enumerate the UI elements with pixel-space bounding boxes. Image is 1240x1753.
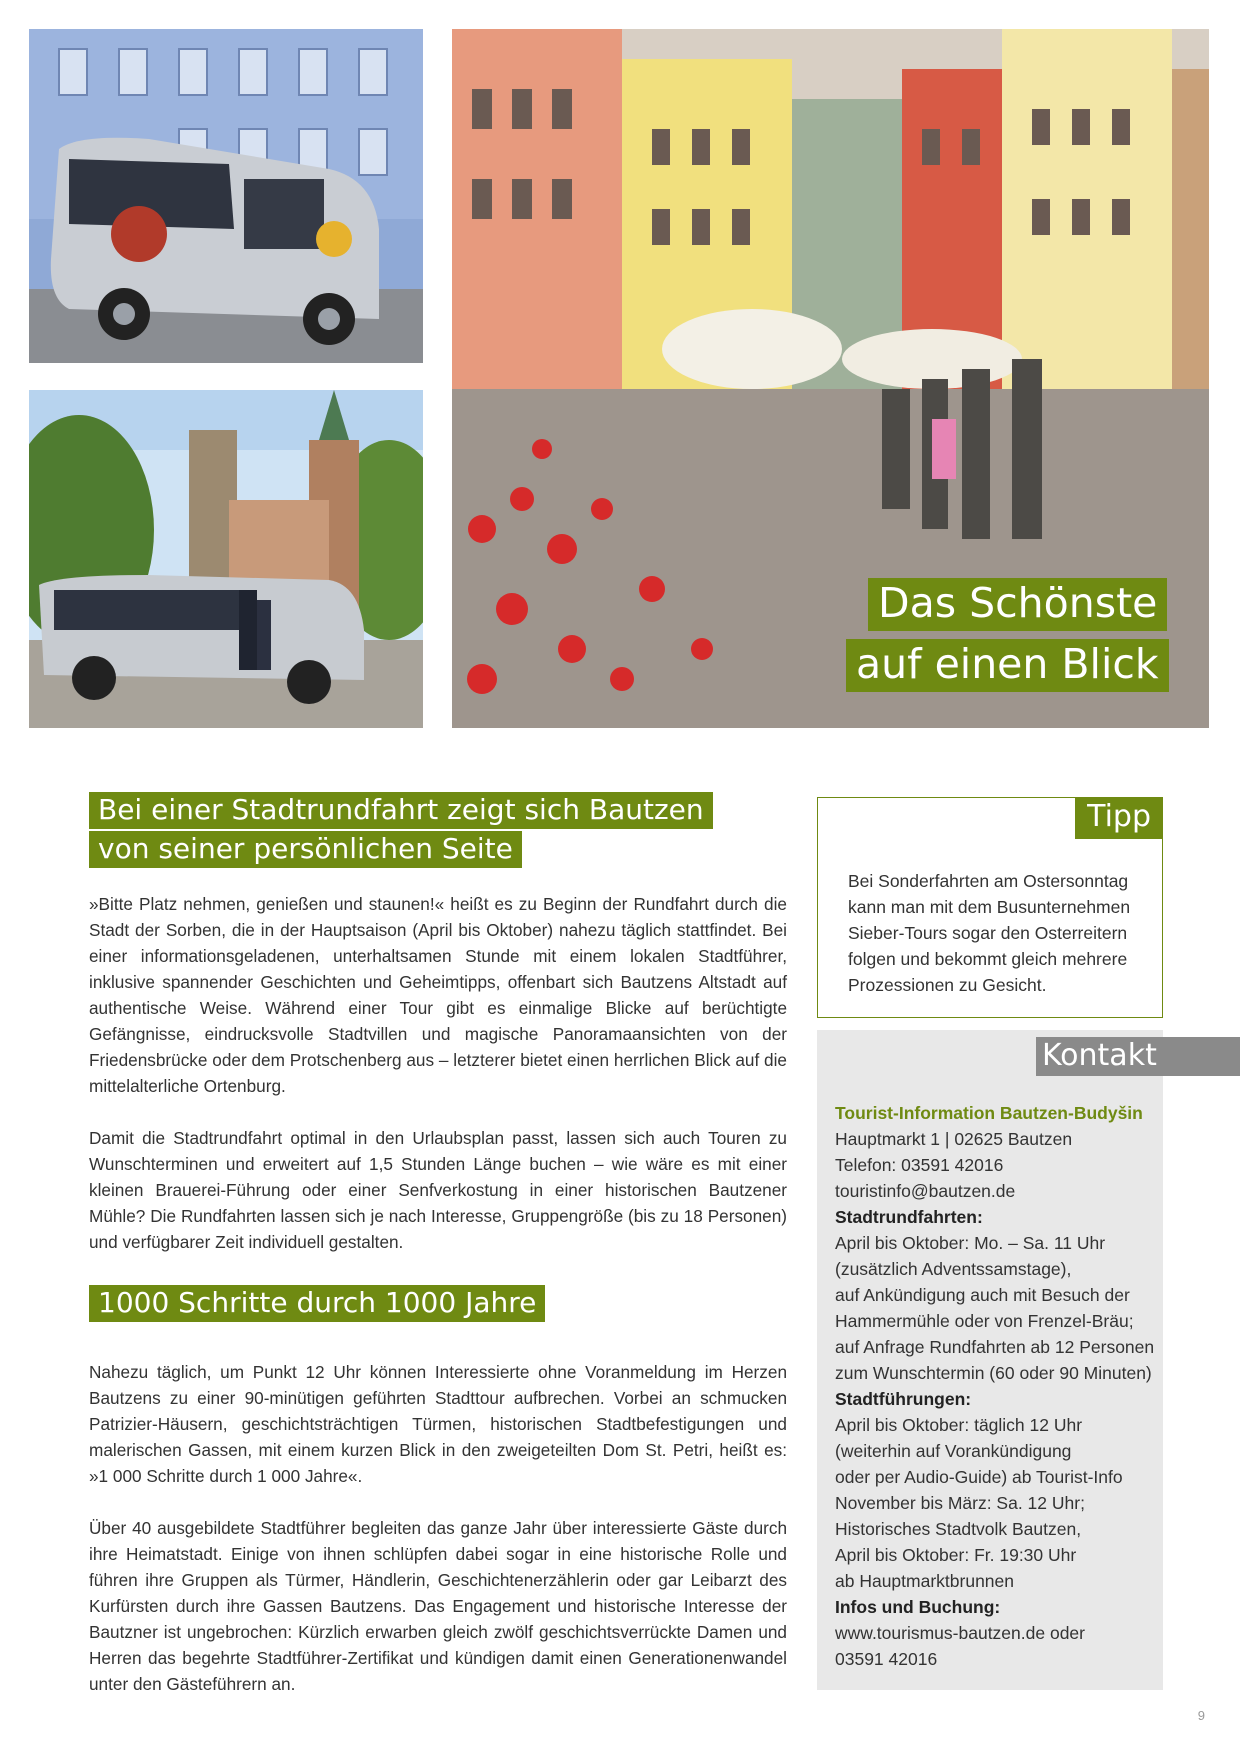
section1-heading xyxy=(89,792,713,870)
section2-body xyxy=(89,1359,787,1723)
kontakt-org: Tourist-Information Bautzen-Budyšin xyxy=(835,1103,1143,1123)
tipp-text: Bei Sonderfahrten am Ostersonntag kann man mit dem Busunternehmen Sieber-Tours sogar den Osterreitern folgen und bekommt gleich mehrere Prozessionen zu Gesicht. xyxy=(848,871,1131,995)
photo-bus-towers xyxy=(29,390,423,728)
section2-heading-text: 1000 Schritte durch 1000 Jahre xyxy=(89,1285,545,1322)
section1-heading-line-2: von seiner persönlichen Seite xyxy=(89,831,522,868)
rundfahrten-label: Stadtrundfahrten: xyxy=(835,1207,983,1227)
fuehrungen-line: ab Hauptmarktbrunnen xyxy=(835,1571,1014,1591)
kontakt-label: Kontakt xyxy=(1036,1037,1240,1076)
section1-paragraph-2: Damit die Stadtrundfahrt optimal in den Urlaubsplan passt, lassen sich auch Touren zu Wunschterminen und erweitert auf 1,5 Stunden Länge buchen – wie wäre es mit einer kleinen Brauerei-Führung oder einer Senfverkostung in einer historischen Bautzener Mühle? Die Rundfahrten lassen sich je nach Interesse, Gruppengröße (bis zu 18 Personen) und verfügbarer Zeit individuell gestalten. xyxy=(89,1128,787,1252)
fuehrungen-line: (weiterhin auf Vorankündigung xyxy=(835,1441,1072,1461)
page-number: 9 xyxy=(1197,1708,1205,1723)
rundfahrten-line: (zusätzlich Adventssamstage), xyxy=(835,1259,1072,1279)
headline-line-2: auf einen Blick xyxy=(846,639,1169,692)
rundfahrten-line: zum Wunschtermin (60 oder 90 Minuten) xyxy=(835,1363,1152,1383)
infos-label: Infos und Buchung: xyxy=(835,1597,1001,1617)
section1-heading-line-1: Bei einer Stadtrundfahrt zeigt sich Bautzen xyxy=(89,792,713,829)
section2-heading xyxy=(89,1285,545,1324)
tipp-label: Tipp xyxy=(1075,797,1163,839)
rundfahrten-line: Hammermühle oder von Frenzel-Bräu; xyxy=(835,1311,1134,1331)
fuehrungen-label: Stadtführungen: xyxy=(835,1389,972,1409)
rundfahrten-line: auf Ankündigung auch mit Besuch der xyxy=(835,1285,1130,1305)
fuehrungen-line: November bis März: Sa. 12 Uhr; xyxy=(835,1493,1085,1513)
kontakt-phone: Telefon: 03591 42016 xyxy=(835,1155,1004,1175)
section1-body xyxy=(89,891,787,1281)
kontakt-text xyxy=(835,1100,1155,1672)
rundfahrten-line: April bis Oktober: Mo. – Sa. 11 Uhr xyxy=(835,1233,1106,1253)
kontakt-address: Hauptmarkt 1 | 02625 Bautzen xyxy=(835,1129,1073,1149)
headline-line-1: Das Schönste xyxy=(868,578,1167,631)
fuehrungen-line: oder per Audio-Guide) ab Tourist-Info xyxy=(835,1467,1123,1487)
section1-paragraph-1: »Bitte Platz nehmen, genießen und staunen!« heißt es zu Beginn der Rundfahrt durch die Stadt der Sorben, die in der Hauptsaison (April bis Oktober) nahezu täglich stattfindet. Bei einer informationsgeladenen, unterhaltsamen Stunde mit einem lokalen Stadtführer, inklusive spannender Geschichten und Geheimtipps, offenbart sich Bautzens Altstadt auf authentische Weise. Während einer Tour gibt es einmalige Blicke auf berüchtigte Gefängnisse, eindrucksvolle Stadtvillen und magische Panoramaansichten von der Friedensbrücke oder dem Protschenberg aus – letzterer bietet einen herrlichen Blick auf die mittelalterliche Ortenburg. xyxy=(89,894,787,1096)
tipp-box xyxy=(817,797,1163,1018)
photo-bus-blue-building xyxy=(29,29,423,363)
fuehrungen-line: Historisches Stadtvolk Bautzen, xyxy=(835,1519,1082,1539)
main-headline xyxy=(846,578,1240,692)
fuehrungen-line: April bis Oktober: täglich 12 Uhr xyxy=(835,1415,1083,1435)
infos-line: www.tourismus-bautzen.de oder xyxy=(835,1623,1085,1643)
rundfahrten-line: auf Anfrage Rundfahrten ab 12 Personen xyxy=(835,1337,1155,1357)
fuehrungen-line: April bis Oktober: Fr. 19:30 Uhr xyxy=(835,1545,1077,1565)
kontakt-email: touristinfo@bautzen.de xyxy=(835,1181,1016,1201)
section2-paragraph-2: Über 40 ausgebildete Stadtführer begleiten das ganze Jahr über interessierte Gäste durch ihre Heimatstadt. Einige von ihnen schlüpfen dabei sogar in eine historische Rolle und führen ihre Gruppen als Türmer, Händlerin, Geschichtenerzählerin oder gar Leibarzt des Kurfürsten durch ihre Gassen Bautzens. Das Engagement und historische Interesse der Bautzner ist ungebrochen: Kürzlich erwarben gleich zwölf geschichtsverrückte Damen und Herren das begehrte Stadtführer-Zertifikat und kündigen damit einen Generationenwandel unter den Gästeführern an. xyxy=(89,1518,787,1694)
section2-paragraph-1: Nahezu täglich, um Punkt 12 Uhr können Interessierte ohne Voranmeldung im Herzen Bautzens zu einer 90-minütigen geführten Stadttour aufbrechen. Vorbei an schmucken Patrizier-Häusern, geschichtsträchtigen Türmen, historischen Stadtbefestigungen und malerischen Gassen, mit einem kurzen Blick in den zweigeteilten Dom St. Petri, heißt es: »1 000 Schritte durch 1 000 Jahre«. xyxy=(89,1362,787,1486)
infos-line: 03591 42016 xyxy=(835,1649,938,1669)
